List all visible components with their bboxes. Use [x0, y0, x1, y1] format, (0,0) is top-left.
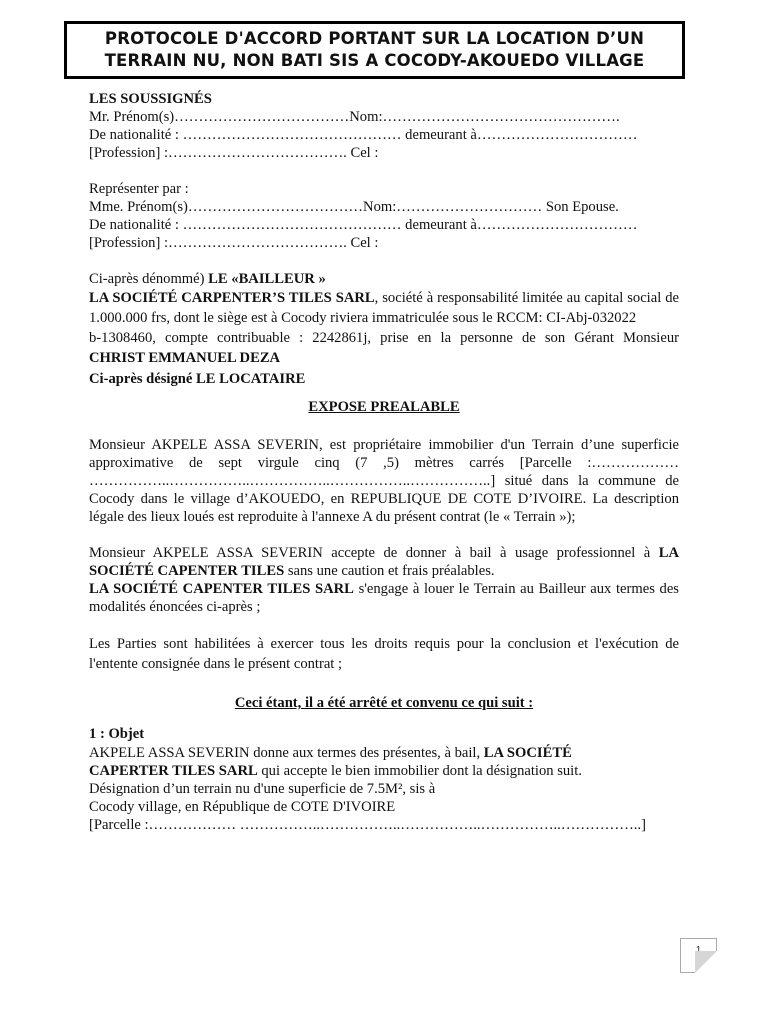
company-description-continued: b-1308460, compte contribuable : 2242861j, prise en la personne de son Gérant Monsieur [89, 330, 679, 346]
spouse-profession-line: [Profession] :………………………………. Cel : [89, 235, 379, 251]
expose-heading: EXPOSE PREALABLE [308, 399, 460, 415]
page-corner-fold-icon [695, 951, 717, 973]
manager-name: CHRIST EMMANUEL DEZA [89, 350, 281, 366]
expose-paragraph-1: Monsieur AKPELE ASSA SEVERIN, est propriétaire immobilier d'un Terrain d’une superficie approximative de sept virgule cinq (7 ,5) mètres carrés [Parcelle :……………… ……………..……………..……………..……………..……………..] situé dans la commune de Cocody dans le village d’AKOUEDO, en REPUBLIQUE DE COTE D’IVOIRE. La description légale des lieux loués est reproduite à l'annexe A du présent contrat (le « Terrain »); [89, 437, 679, 525]
objet-designation: Désignation d’un terrain nu d'une superficie de 7.5M², sis à [89, 781, 436, 797]
document-title-box [64, 21, 685, 79]
document-title-line-2: TERRAIN NU, NON BATI SIS A COCODY-AKOUEDO VILLAGE [104, 51, 645, 70]
bailleur-designation: Ci-après dénommé) LE «BAILLEUR » [89, 271, 326, 287]
objet-heading: 1 : Objet [89, 726, 145, 742]
document-title-line-1: PROTOCOLE D'ACCORD PORTANT SUR LA LOCATION D’UN [104, 29, 645, 48]
arrete-heading: Ceci étant, il a été arrêté et convenu ce qui suit : [234, 695, 534, 711]
representer-intro: Représenter par : [89, 181, 189, 197]
page-number-box [680, 938, 717, 973]
objet-location: Cocody village, en République de COTE D'IVOIRE [89, 799, 396, 815]
document-body [89, 90, 679, 834]
bailleur-name-line: Mr. Prénom(s)………………………………Nom:…………………………………………. [89, 109, 620, 125]
company-description: LA SOCIÉTÉ CARPENTER’S TILES SARL, société à responsabilité limitée au capital social de 1.000.000 frs, dont le siège est à Cocody riviera immatriculée sous le RCCM: CI-Abj-032022 [89, 290, 679, 326]
locataire-designation: Ci-après désigné LE LOCATAIRE [89, 371, 306, 387]
objet-parcelle: [Parcelle :……………… ……………..……………..……………..……………..……………..] [89, 817, 646, 833]
expose-paragraph-4: Les Parties sont habilitées à exercer tous les droits requis pour la conclusion et l'exécution de l'entente consignée dans le présent contrat ; [89, 636, 679, 672]
spouse-nationality-line: De nationalité : ……………………………………… demeurant à…………………………… [89, 217, 638, 233]
bailleur-profession-line: [Profession] :………………………………. Cel : [89, 145, 379, 161]
expose-paragraph-3: LA SOCIÉTÉ CAPENTER TILES SARL s'engage à louer le Terrain au Bailleur aux termes des modalités énoncées ci-après ; [89, 581, 679, 615]
bailleur-nationality-line: De nationalité : ……………………………………… demeurant à…………………………… [89, 127, 638, 143]
page-number: 1 [695, 945, 702, 956]
objet-paragraph: AKPELE ASSA SEVERIN donne aux termes des présentes, à bail, LA SOCIÉTÉ CAPERTER TILES SARL qui accepte le bien immobilier dont la désignation suit. [89, 745, 582, 779]
soussignes-heading: LES SOUSSIGNÉS [89, 91, 212, 107]
spouse-name-line: Mme. Prénom(s)………………………………Nom:………………………… Son Epouse. [89, 199, 619, 215]
expose-paragraph-2: Monsieur AKPELE ASSA SEVERIN accepte de donner à bail à usage professionnel à LA SOCIÉTÉ CAPENTER TILES sans une caution et frais préalables. [89, 545, 679, 579]
